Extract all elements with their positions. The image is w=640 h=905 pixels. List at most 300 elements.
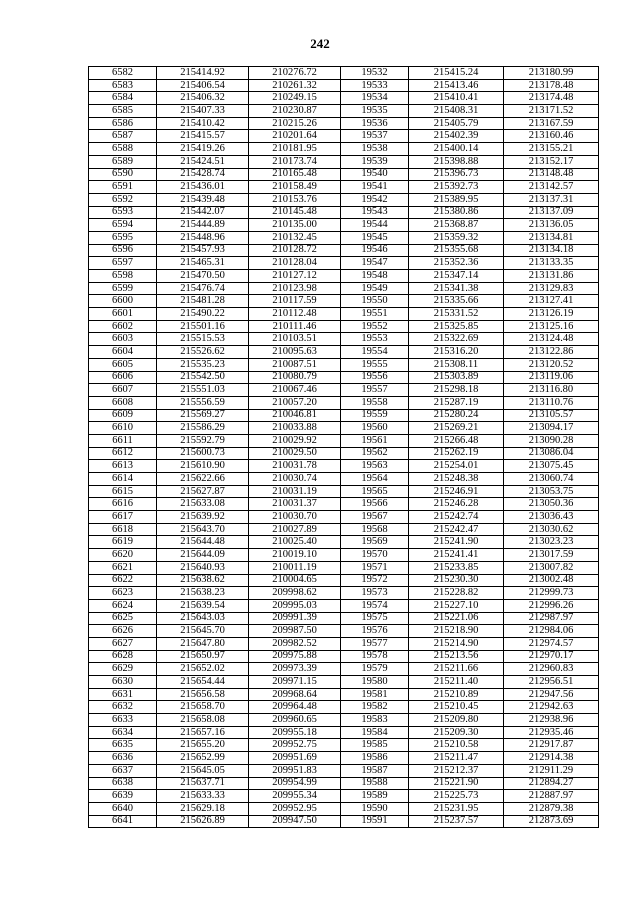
table-row	[89, 714, 599, 727]
point-number-left-cell: 6626	[89, 625, 157, 638]
x-coordinate-right-cell: 215408.31	[409, 105, 504, 118]
page-number: 242	[310, 36, 330, 51]
point-number-right-cell: 19571	[341, 561, 409, 574]
point-number-right-cell: 19590	[341, 802, 409, 815]
y-coordinate-left-cell: 210004.65	[249, 574, 341, 587]
x-coordinate-left-cell: 215407.33	[157, 105, 249, 118]
table-row	[89, 295, 599, 308]
y-coordinate-right-cell: 213160.46	[504, 130, 599, 143]
y-coordinate-right-cell: 213060.74	[504, 473, 599, 486]
x-coordinate-left-cell: 215643.03	[157, 612, 249, 625]
y-coordinate-right-cell: 213110.76	[504, 396, 599, 409]
x-coordinate-right-cell: 215246.28	[409, 498, 504, 511]
point-number-right-cell: 19576	[341, 625, 409, 638]
point-number-left-cell: 6639	[89, 790, 157, 803]
point-number-right-cell: 19546	[341, 244, 409, 257]
x-coordinate-right-cell: 215415.24	[409, 67, 504, 80]
point-number-right-cell: 19561	[341, 434, 409, 447]
y-coordinate-left-cell: 209995.03	[249, 599, 341, 612]
table-row	[89, 663, 599, 676]
point-number-right-cell: 19580	[341, 676, 409, 689]
x-coordinate-left-cell: 215457.93	[157, 244, 249, 257]
point-number-left-cell: 6611	[89, 434, 157, 447]
point-number-right-cell: 19535	[341, 105, 409, 118]
table-row	[89, 117, 599, 130]
y-coordinate-right-cell: 212938.96	[504, 714, 599, 727]
x-coordinate-left-cell: 215629.18	[157, 802, 249, 815]
point-number-left-cell: 6588	[89, 143, 157, 156]
point-number-left-cell: 6620	[89, 549, 157, 562]
y-coordinate-left-cell: 210165.48	[249, 168, 341, 181]
point-number-right-cell: 19584	[341, 726, 409, 739]
x-coordinate-left-cell: 215442.07	[157, 206, 249, 219]
y-coordinate-right-cell: 212947.56	[504, 688, 599, 701]
table-row	[89, 752, 599, 765]
y-coordinate-left-cell: 209964.48	[249, 701, 341, 714]
x-coordinate-left-cell: 215424.51	[157, 155, 249, 168]
table-row	[89, 244, 599, 257]
table-row	[89, 67, 599, 80]
point-number-left-cell: 6632	[89, 701, 157, 714]
table-row	[89, 625, 599, 638]
point-number-left-cell: 6640	[89, 802, 157, 815]
point-number-left-cell: 6602	[89, 320, 157, 333]
x-coordinate-right-cell: 215241.90	[409, 536, 504, 549]
y-coordinate-left-cell: 209975.88	[249, 650, 341, 663]
x-coordinate-right-cell: 215303.89	[409, 371, 504, 384]
table-row	[89, 637, 599, 650]
table-row	[89, 612, 599, 625]
point-number-right-cell: 19581	[341, 688, 409, 701]
x-coordinate-right-cell: 215214.90	[409, 637, 504, 650]
point-number-left-cell: 6592	[89, 193, 157, 206]
point-number-right-cell: 19582	[341, 701, 409, 714]
point-number-left-cell: 6582	[89, 67, 157, 80]
x-coordinate-right-cell: 215410.41	[409, 92, 504, 105]
y-coordinate-right-cell: 213136.05	[504, 219, 599, 232]
point-number-right-cell: 19559	[341, 409, 409, 422]
y-coordinate-left-cell: 209955.18	[249, 726, 341, 739]
y-coordinate-right-cell: 213142.57	[504, 181, 599, 194]
y-coordinate-left-cell: 210128.04	[249, 257, 341, 270]
x-coordinate-left-cell: 215569.27	[157, 409, 249, 422]
y-coordinate-right-cell: 212999.73	[504, 587, 599, 600]
y-coordinate-right-cell: 212917.87	[504, 739, 599, 752]
point-number-left-cell: 6638	[89, 777, 157, 790]
x-coordinate-left-cell: 215622.66	[157, 473, 249, 486]
point-number-right-cell: 19578	[341, 650, 409, 663]
y-coordinate-right-cell: 212935.46	[504, 726, 599, 739]
y-coordinate-right-cell: 213133.35	[504, 257, 599, 270]
x-coordinate-left-cell: 215600.73	[157, 447, 249, 460]
point-number-left-cell: 6609	[89, 409, 157, 422]
table-row	[89, 561, 599, 574]
point-number-right-cell: 19538	[341, 143, 409, 156]
point-number-left-cell: 6617	[89, 511, 157, 524]
y-coordinate-right-cell: 212960.83	[504, 663, 599, 676]
y-coordinate-right-cell: 213126.19	[504, 308, 599, 321]
point-number-left-cell: 6627	[89, 637, 157, 650]
point-number-left-cell: 6608	[89, 396, 157, 409]
y-coordinate-right-cell: 213137.09	[504, 206, 599, 219]
x-coordinate-left-cell: 215406.32	[157, 92, 249, 105]
table-row	[89, 460, 599, 473]
point-number-right-cell: 19543	[341, 206, 409, 219]
x-coordinate-right-cell: 215231.95	[409, 802, 504, 815]
y-coordinate-right-cell: 213125.16	[504, 320, 599, 333]
point-number-right-cell: 19585	[341, 739, 409, 752]
table-row	[89, 193, 599, 206]
x-coordinate-right-cell: 215221.90	[409, 777, 504, 790]
point-number-left-cell: 6594	[89, 219, 157, 232]
y-coordinate-right-cell: 213137.31	[504, 193, 599, 206]
x-coordinate-left-cell: 215633.08	[157, 498, 249, 511]
y-coordinate-left-cell: 209960.65	[249, 714, 341, 727]
table-row	[89, 384, 599, 397]
point-number-left-cell: 6641	[89, 815, 157, 828]
x-coordinate-left-cell: 215647.80	[157, 637, 249, 650]
y-coordinate-right-cell: 213127.41	[504, 295, 599, 308]
x-coordinate-right-cell: 215254.01	[409, 460, 504, 473]
table-row	[89, 130, 599, 143]
y-coordinate-left-cell: 209982.52	[249, 637, 341, 650]
x-coordinate-left-cell: 215436.01	[157, 181, 249, 194]
x-coordinate-left-cell: 215638.23	[157, 587, 249, 600]
table-row	[89, 777, 599, 790]
x-coordinate-right-cell: 215269.21	[409, 422, 504, 435]
table-row	[89, 790, 599, 803]
y-coordinate-right-cell: 212911.29	[504, 764, 599, 777]
point-number-left-cell: 6603	[89, 333, 157, 346]
y-coordinate-left-cell: 209955.34	[249, 790, 341, 803]
table-row	[89, 181, 599, 194]
point-number-left-cell: 6606	[89, 371, 157, 384]
y-coordinate-left-cell: 209951.69	[249, 752, 341, 765]
point-number-left-cell: 6584	[89, 92, 157, 105]
point-number-left-cell: 6618	[89, 523, 157, 536]
table-row	[89, 333, 599, 346]
point-number-left-cell: 6586	[89, 117, 157, 130]
table-row	[89, 434, 599, 447]
x-coordinate-right-cell: 215242.47	[409, 523, 504, 536]
y-coordinate-left-cell: 209952.75	[249, 739, 341, 752]
x-coordinate-left-cell: 215627.87	[157, 485, 249, 498]
y-coordinate-left-cell: 209973.39	[249, 663, 341, 676]
x-coordinate-right-cell: 215246.91	[409, 485, 504, 498]
point-number-left-cell: 6630	[89, 676, 157, 689]
point-number-left-cell: 6599	[89, 282, 157, 295]
x-coordinate-right-cell: 215242.74	[409, 511, 504, 524]
y-coordinate-right-cell: 213017.59	[504, 549, 599, 562]
point-number-right-cell: 19540	[341, 168, 409, 181]
y-coordinate-right-cell: 213090.28	[504, 434, 599, 447]
x-coordinate-left-cell: 215535.23	[157, 358, 249, 371]
table-row	[89, 764, 599, 777]
y-coordinate-left-cell: 210181.95	[249, 143, 341, 156]
x-coordinate-right-cell: 215287.19	[409, 396, 504, 409]
x-coordinate-left-cell: 215439.48	[157, 193, 249, 206]
x-coordinate-right-cell: 215352.36	[409, 257, 504, 270]
point-number-right-cell: 19542	[341, 193, 409, 206]
y-coordinate-left-cell: 210276.72	[249, 67, 341, 80]
y-coordinate-left-cell: 209947.50	[249, 815, 341, 828]
point-number-left-cell: 6596	[89, 244, 157, 257]
y-coordinate-right-cell: 212996.26	[504, 599, 599, 612]
y-coordinate-right-cell: 212984.06	[504, 625, 599, 638]
x-coordinate-right-cell: 215316.20	[409, 346, 504, 359]
y-coordinate-right-cell: 213105.57	[504, 409, 599, 422]
point-number-left-cell: 6600	[89, 295, 157, 308]
x-coordinate-left-cell: 215586.29	[157, 422, 249, 435]
point-number-left-cell: 6634	[89, 726, 157, 739]
x-coordinate-left-cell: 215592.79	[157, 434, 249, 447]
point-number-right-cell: 19536	[341, 117, 409, 130]
point-number-right-cell: 19564	[341, 473, 409, 486]
x-coordinate-left-cell: 215448.96	[157, 231, 249, 244]
point-number-left-cell: 6619	[89, 536, 157, 549]
table-row	[89, 308, 599, 321]
point-number-right-cell: 19552	[341, 320, 409, 333]
y-coordinate-right-cell: 213148.48	[504, 168, 599, 181]
table-row	[89, 358, 599, 371]
y-coordinate-left-cell: 210261.32	[249, 79, 341, 92]
point-number-right-cell: 19586	[341, 752, 409, 765]
y-coordinate-right-cell: 213180.99	[504, 67, 599, 80]
y-coordinate-left-cell: 210031.19	[249, 485, 341, 498]
y-coordinate-left-cell: 210011.19	[249, 561, 341, 574]
y-coordinate-left-cell: 210249.15	[249, 92, 341, 105]
x-coordinate-left-cell: 215428.74	[157, 168, 249, 181]
x-coordinate-left-cell: 215639.92	[157, 511, 249, 524]
table-row	[89, 219, 599, 232]
point-number-right-cell: 19534	[341, 92, 409, 105]
y-coordinate-left-cell: 210103.51	[249, 333, 341, 346]
table-row	[89, 396, 599, 409]
table-row	[89, 485, 599, 498]
x-coordinate-right-cell: 215209.30	[409, 726, 504, 739]
x-coordinate-left-cell: 215637.71	[157, 777, 249, 790]
table-row	[89, 447, 599, 460]
point-number-left-cell: 6623	[89, 587, 157, 600]
y-coordinate-right-cell: 213086.04	[504, 447, 599, 460]
y-coordinate-left-cell: 210112.48	[249, 308, 341, 321]
point-number-right-cell: 19560	[341, 422, 409, 435]
x-coordinate-right-cell: 215396.73	[409, 168, 504, 181]
point-number-right-cell: 19544	[341, 219, 409, 232]
y-coordinate-left-cell: 210135.00	[249, 219, 341, 232]
table-row	[89, 168, 599, 181]
point-number-right-cell: 19579	[341, 663, 409, 676]
x-coordinate-left-cell: 215655.20	[157, 739, 249, 752]
table-row	[89, 206, 599, 219]
x-coordinate-right-cell: 215266.48	[409, 434, 504, 447]
point-number-right-cell: 19550	[341, 295, 409, 308]
point-number-left-cell: 6593	[89, 206, 157, 219]
y-coordinate-right-cell: 213178.48	[504, 79, 599, 92]
table-row	[89, 282, 599, 295]
point-number-right-cell: 19591	[341, 815, 409, 828]
y-coordinate-left-cell: 210173.74	[249, 155, 341, 168]
x-coordinate-left-cell: 215658.70	[157, 701, 249, 714]
x-coordinate-right-cell: 215355.68	[409, 244, 504, 257]
point-number-right-cell: 19555	[341, 358, 409, 371]
point-number-left-cell: 6622	[89, 574, 157, 587]
point-number-right-cell: 19562	[341, 447, 409, 460]
point-number-right-cell: 19545	[341, 231, 409, 244]
x-coordinate-left-cell: 215470.50	[157, 270, 249, 283]
table-row	[89, 574, 599, 587]
x-coordinate-right-cell: 215322.69	[409, 333, 504, 346]
y-coordinate-left-cell: 210087.51	[249, 358, 341, 371]
y-coordinate-left-cell: 210019.10	[249, 549, 341, 562]
table-row	[89, 498, 599, 511]
x-coordinate-right-cell: 215211.40	[409, 676, 504, 689]
x-coordinate-right-cell: 215400.14	[409, 143, 504, 156]
x-coordinate-right-cell: 215347.14	[409, 270, 504, 283]
y-coordinate-right-cell: 213129.83	[504, 282, 599, 295]
y-coordinate-right-cell: 213152.17	[504, 155, 599, 168]
point-number-right-cell: 19572	[341, 574, 409, 587]
x-coordinate-right-cell: 215237.57	[409, 815, 504, 828]
x-coordinate-right-cell: 215213.56	[409, 650, 504, 663]
x-coordinate-right-cell: 215225.73	[409, 790, 504, 803]
table-row	[89, 371, 599, 384]
y-coordinate-left-cell: 210067.46	[249, 384, 341, 397]
point-number-right-cell: 19553	[341, 333, 409, 346]
y-coordinate-left-cell: 210029.50	[249, 447, 341, 460]
x-coordinate-right-cell: 215241.41	[409, 549, 504, 562]
point-number-left-cell: 6607	[89, 384, 157, 397]
y-coordinate-right-cell: 213007.82	[504, 561, 599, 574]
y-coordinate-left-cell: 210030.70	[249, 511, 341, 524]
y-coordinate-left-cell: 210030.74	[249, 473, 341, 486]
x-coordinate-right-cell: 215211.47	[409, 752, 504, 765]
x-coordinate-left-cell: 215656.58	[157, 688, 249, 701]
point-number-left-cell: 6612	[89, 447, 157, 460]
x-coordinate-left-cell: 215501.16	[157, 320, 249, 333]
x-coordinate-left-cell: 215542.50	[157, 371, 249, 384]
y-coordinate-left-cell: 210095.63	[249, 346, 341, 359]
point-number-right-cell: 19574	[341, 599, 409, 612]
y-coordinate-right-cell: 213119.06	[504, 371, 599, 384]
x-coordinate-left-cell: 215476.74	[157, 282, 249, 295]
x-coordinate-left-cell: 215639.54	[157, 599, 249, 612]
y-coordinate-left-cell: 209951.83	[249, 764, 341, 777]
table-row	[89, 231, 599, 244]
y-coordinate-right-cell: 212942.63	[504, 701, 599, 714]
x-coordinate-right-cell: 215413.46	[409, 79, 504, 92]
x-coordinate-right-cell: 215380.86	[409, 206, 504, 219]
point-number-right-cell: 19537	[341, 130, 409, 143]
x-coordinate-right-cell: 215298.18	[409, 384, 504, 397]
x-coordinate-left-cell: 215415.57	[157, 130, 249, 143]
point-number-left-cell: 6583	[89, 79, 157, 92]
x-coordinate-right-cell: 215262.19	[409, 447, 504, 460]
point-number-right-cell: 19570	[341, 549, 409, 562]
x-coordinate-right-cell: 215331.52	[409, 308, 504, 321]
table-row	[89, 79, 599, 92]
point-number-right-cell: 19565	[341, 485, 409, 498]
table-row	[89, 739, 599, 752]
y-coordinate-left-cell: 210158.49	[249, 181, 341, 194]
point-number-left-cell: 6585	[89, 105, 157, 118]
y-coordinate-right-cell: 212887.97	[504, 790, 599, 803]
y-coordinate-right-cell: 213122.86	[504, 346, 599, 359]
y-coordinate-left-cell: 210230.87	[249, 105, 341, 118]
point-number-left-cell: 6633	[89, 714, 157, 727]
y-coordinate-left-cell: 210033.88	[249, 422, 341, 435]
point-number-right-cell: 19549	[341, 282, 409, 295]
y-coordinate-right-cell: 213155.21	[504, 143, 599, 156]
point-number-right-cell: 19569	[341, 536, 409, 549]
x-coordinate-right-cell: 215210.58	[409, 739, 504, 752]
y-coordinate-left-cell: 210027.89	[249, 523, 341, 536]
table-row	[89, 726, 599, 739]
point-number-right-cell: 19583	[341, 714, 409, 727]
y-coordinate-left-cell: 210025.40	[249, 536, 341, 549]
point-number-right-cell: 19548	[341, 270, 409, 283]
y-coordinate-right-cell: 213023.23	[504, 536, 599, 549]
y-coordinate-right-cell: 212987.97	[504, 612, 599, 625]
y-coordinate-left-cell: 210031.37	[249, 498, 341, 511]
x-coordinate-left-cell: 215556.59	[157, 396, 249, 409]
point-number-right-cell: 19541	[341, 181, 409, 194]
x-coordinate-left-cell: 215652.02	[157, 663, 249, 676]
point-number-left-cell: 6629	[89, 663, 157, 676]
table-row	[89, 815, 599, 828]
point-number-right-cell: 19588	[341, 777, 409, 790]
x-coordinate-left-cell: 215465.31	[157, 257, 249, 270]
table-row	[89, 270, 599, 283]
point-number-left-cell: 6613	[89, 460, 157, 473]
table-row	[89, 422, 599, 435]
x-coordinate-left-cell: 215481.28	[157, 295, 249, 308]
table-row	[89, 650, 599, 663]
point-number-right-cell: 19589	[341, 790, 409, 803]
y-coordinate-right-cell: 213124.48	[504, 333, 599, 346]
point-number-left-cell: 6614	[89, 473, 157, 486]
y-coordinate-left-cell: 210201.64	[249, 130, 341, 143]
x-coordinate-right-cell: 215212.37	[409, 764, 504, 777]
x-coordinate-left-cell: 215515.53	[157, 333, 249, 346]
table-row	[89, 143, 599, 156]
table-row	[89, 346, 599, 359]
y-coordinate-right-cell: 213134.81	[504, 231, 599, 244]
point-number-left-cell: 6625	[89, 612, 157, 625]
x-coordinate-left-cell: 215551.03	[157, 384, 249, 397]
coordinates-table	[88, 66, 599, 828]
point-number-right-cell: 19547	[341, 257, 409, 270]
y-coordinate-right-cell: 213094.17	[504, 422, 599, 435]
point-number-right-cell: 19539	[341, 155, 409, 168]
y-coordinate-right-cell: 213134.18	[504, 244, 599, 257]
y-coordinate-right-cell: 213174.48	[504, 92, 599, 105]
point-number-left-cell: 6587	[89, 130, 157, 143]
point-number-right-cell: 19587	[341, 764, 409, 777]
y-coordinate-left-cell: 209971.15	[249, 676, 341, 689]
x-coordinate-right-cell: 215230.30	[409, 574, 504, 587]
point-number-right-cell: 19566	[341, 498, 409, 511]
table-row	[89, 409, 599, 422]
y-coordinate-left-cell: 209952.95	[249, 802, 341, 815]
y-coordinate-left-cell: 210123.98	[249, 282, 341, 295]
x-coordinate-left-cell: 215414.92	[157, 67, 249, 80]
table-row	[89, 688, 599, 701]
y-coordinate-right-cell: 212873.69	[504, 815, 599, 828]
x-coordinate-left-cell: 215645.70	[157, 625, 249, 638]
x-coordinate-left-cell: 215643.70	[157, 523, 249, 536]
y-coordinate-left-cell: 210153.76	[249, 193, 341, 206]
